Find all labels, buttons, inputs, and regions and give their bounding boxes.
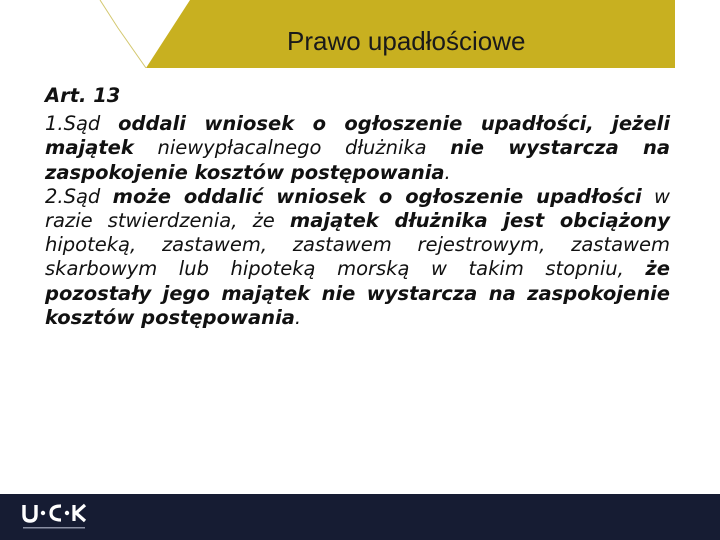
page-title: Prawo upadłościowe (287, 26, 526, 56)
paragraph-1: 1.Sąd oddali wniosek o ogłoszenie upadłości, jeżeli majątek niewypłacalnego dłużnika nie wystarcza na zaspokojenie kosztów postępowania. (45, 112, 671, 184)
uck-logo (22, 500, 102, 534)
article-number: Art. 13 (45, 84, 121, 107)
footer-bar (0, 494, 720, 540)
paragraph-2-number: 2. (45, 184, 64, 208)
paragraph-1-number: 1. (45, 112, 64, 136)
article-content (45, 84, 670, 330)
paragraph-2: 2.Sąd może oddalić wniosek o ogłoszenie upadłości w razie stwierdzenia, że majątek dłużnika jest obciążony hipoteką, zastawem, zastawem rejestrowym, zastawem skarbowym lub hipoteką morską w takim stopniu, że pozostały jego majątek nie wystarcza na zaspokojenie kosztów postępowania. (45, 184, 670, 329)
uck-logo-icon (22, 500, 102, 534)
